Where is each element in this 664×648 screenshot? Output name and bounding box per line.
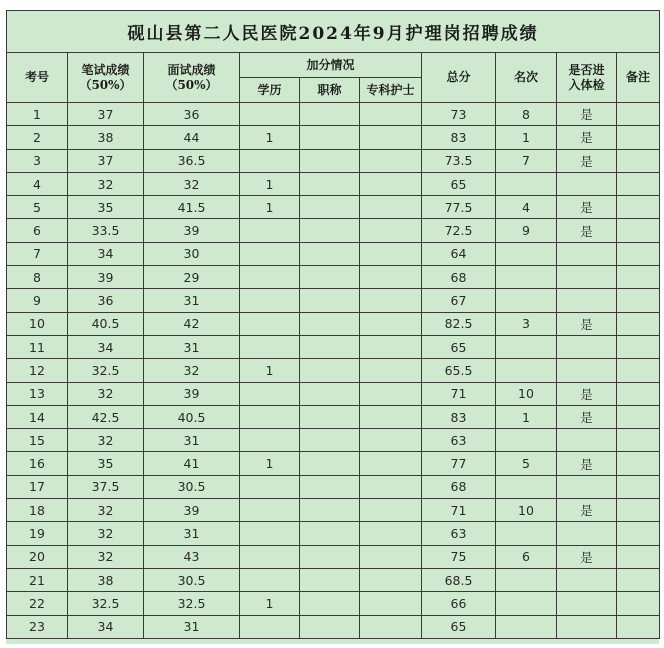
- cell-written: 32: [68, 522, 144, 545]
- cell-interview: 31: [144, 429, 240, 452]
- cell-total: 65: [422, 615, 496, 638]
- table-row: [7, 103, 660, 126]
- table-row: [7, 615, 660, 638]
- cell-total: 63: [422, 429, 496, 452]
- cell-bonus-edu: [240, 312, 300, 335]
- cell-remark: [617, 242, 660, 265]
- cell-exam-no: 15: [7, 429, 68, 452]
- cell-bonus-edu: [240, 475, 300, 498]
- header-interview-label: 面试成绩: [167, 62, 216, 77]
- cell-written: 32: [68, 382, 144, 405]
- page-title: 砚山县第二人民医院2024年9月护理岗招聘成绩: [7, 11, 660, 53]
- cell-interview: 32: [144, 359, 240, 382]
- cell-rank: [496, 359, 557, 382]
- cell-remark: [617, 429, 660, 452]
- cell-rank: [496, 242, 557, 265]
- cell-rank: [496, 615, 557, 638]
- cell-bonus-edu: [240, 289, 300, 312]
- cell-bonus-edu: [240, 242, 300, 265]
- table-row: [7, 266, 660, 289]
- header-interview: [144, 53, 240, 103]
- cell-total: 72.5: [422, 219, 496, 242]
- cell-bonus-nurse: [360, 312, 422, 335]
- cell-physical: 是: [557, 312, 617, 335]
- cell-written: 37.5: [68, 475, 144, 498]
- cell-written: 39: [68, 266, 144, 289]
- table-row: [7, 359, 660, 382]
- cell-written: 32: [68, 499, 144, 522]
- header-bonus-nurse: 专科护士: [360, 78, 422, 103]
- header-bonus: 加分情况: [240, 53, 422, 78]
- cell-remark: [617, 196, 660, 219]
- cell-remark: [617, 335, 660, 358]
- cell-remark: [617, 522, 660, 545]
- table-row: [7, 149, 660, 172]
- table-row: [7, 335, 660, 358]
- cell-bonus-edu: [240, 429, 300, 452]
- cell-bonus-edu: [240, 335, 300, 358]
- cell-interview: 39: [144, 219, 240, 242]
- cell-bonus-edu: 1: [240, 592, 300, 615]
- cell-bonus-title: [300, 335, 360, 358]
- cell-interview: 39: [144, 499, 240, 522]
- cell-remark: [617, 266, 660, 289]
- cell-rank: 6: [496, 545, 557, 568]
- cell-total: 65: [422, 172, 496, 195]
- header-interview-pct: （50%）: [165, 77, 218, 92]
- cell-remark: [617, 499, 660, 522]
- cell-exam-no: 11: [7, 335, 68, 358]
- cell-physical: 是: [557, 196, 617, 219]
- header-written-pct: （50%）: [79, 77, 132, 92]
- cell-written: 32.5: [68, 592, 144, 615]
- cell-rank: [496, 289, 557, 312]
- score-table: [6, 10, 660, 639]
- cell-interview: 41.5: [144, 196, 240, 219]
- cell-remark: [617, 405, 660, 428]
- cell-interview: 32: [144, 172, 240, 195]
- table-row: [7, 499, 660, 522]
- cell-physical: [557, 335, 617, 358]
- cell-written: 38: [68, 126, 144, 149]
- cell-bonus-title: [300, 452, 360, 475]
- cell-rank: [496, 568, 557, 591]
- cell-bonus-title: [300, 219, 360, 242]
- cell-physical: [557, 289, 617, 312]
- cell-bonus-edu: [240, 522, 300, 545]
- cell-bonus-nurse: [360, 359, 422, 382]
- cell-physical: [557, 475, 617, 498]
- table-row: [7, 429, 660, 452]
- cell-interview: 30.5: [144, 568, 240, 591]
- cell-bonus-title: [300, 289, 360, 312]
- cell-bonus-nurse: [360, 405, 422, 428]
- table-row: [7, 452, 660, 475]
- cell-bonus-edu: [240, 266, 300, 289]
- cell-bonus-title: [300, 196, 360, 219]
- cell-rank: 9: [496, 219, 557, 242]
- cell-physical: 是: [557, 405, 617, 428]
- cell-bonus-nurse: [360, 289, 422, 312]
- cell-remark: [617, 592, 660, 615]
- cell-rank: 7: [496, 149, 557, 172]
- cell-total: 77.5: [422, 196, 496, 219]
- cell-interview: 44: [144, 126, 240, 149]
- cell-physical: [557, 242, 617, 265]
- cell-remark: [617, 312, 660, 335]
- cell-remark: [617, 126, 660, 149]
- cell-bonus-nurse: [360, 103, 422, 126]
- cell-physical: 是: [557, 545, 617, 568]
- cell-total: 82.5: [422, 312, 496, 335]
- cell-bonus-nurse: [360, 126, 422, 149]
- cell-written: 40.5: [68, 312, 144, 335]
- table-row: [7, 312, 660, 335]
- cell-exam-no: 14: [7, 405, 68, 428]
- cell-written: 35: [68, 452, 144, 475]
- cell-remark: [617, 219, 660, 242]
- cell-rank: [496, 429, 557, 452]
- cell-interview: 29: [144, 266, 240, 289]
- cell-exam-no: 20: [7, 545, 68, 568]
- header-written: [68, 53, 144, 103]
- cell-total: 71: [422, 382, 496, 405]
- cell-remark: [617, 103, 660, 126]
- cell-written: 37: [68, 149, 144, 172]
- cell-interview: 30.5: [144, 475, 240, 498]
- cell-rank: 10: [496, 382, 557, 405]
- cell-remark: [617, 289, 660, 312]
- header-bonus-title: 职称: [300, 78, 360, 103]
- cell-total: 71: [422, 499, 496, 522]
- cell-exam-no: 6: [7, 219, 68, 242]
- cell-rank: 5: [496, 452, 557, 475]
- table-row: [7, 289, 660, 312]
- cell-total: 83: [422, 126, 496, 149]
- cell-bonus-nurse: [360, 219, 422, 242]
- cell-remark: [617, 359, 660, 382]
- cell-interview: 36.5: [144, 149, 240, 172]
- cell-bonus-nurse: [360, 499, 422, 522]
- cell-written: 34: [68, 242, 144, 265]
- cell-bonus-nurse: [360, 522, 422, 545]
- cell-exam-no: 9: [7, 289, 68, 312]
- cell-bonus-title: [300, 522, 360, 545]
- cell-rank: [496, 172, 557, 195]
- cell-exam-no: 19: [7, 522, 68, 545]
- cell-rank: [496, 522, 557, 545]
- cell-bonus-edu: 1: [240, 359, 300, 382]
- cell-bonus-edu: [240, 382, 300, 405]
- cell-bonus-nurse: [360, 266, 422, 289]
- cell-interview: 31: [144, 289, 240, 312]
- cell-bonus-edu: [240, 149, 300, 172]
- cell-physical: [557, 568, 617, 591]
- cell-physical: 是: [557, 499, 617, 522]
- cell-interview: 39: [144, 382, 240, 405]
- cell-bonus-nurse: [360, 475, 422, 498]
- cell-bonus-edu: [240, 103, 300, 126]
- table-row: [7, 568, 660, 591]
- cell-physical: 是: [557, 103, 617, 126]
- cell-remark: [617, 615, 660, 638]
- cell-written: 36: [68, 289, 144, 312]
- table-row: [7, 196, 660, 219]
- cell-physical: [557, 266, 617, 289]
- cell-exam-no: 5: [7, 196, 68, 219]
- cell-interview: 31: [144, 335, 240, 358]
- cell-exam-no: 10: [7, 312, 68, 335]
- cell-total: 68: [422, 475, 496, 498]
- cell-bonus-edu: [240, 615, 300, 638]
- header-rank: 名次: [496, 53, 557, 103]
- cell-interview: 41: [144, 452, 240, 475]
- cell-bonus-edu: [240, 568, 300, 591]
- cell-remark: [617, 382, 660, 405]
- cell-bonus-title: [300, 405, 360, 428]
- cell-total: 83: [422, 405, 496, 428]
- table-row: [7, 592, 660, 615]
- cell-bonus-edu: 1: [240, 196, 300, 219]
- header-total: 总分: [422, 53, 496, 103]
- header-bonus-edu: 学历: [240, 78, 300, 103]
- cell-rank: [496, 592, 557, 615]
- cell-total: 77: [422, 452, 496, 475]
- cell-physical: [557, 522, 617, 545]
- cell-physical: [557, 429, 617, 452]
- cell-interview: 43: [144, 545, 240, 568]
- cell-remark: [617, 452, 660, 475]
- cell-total: 73: [422, 103, 496, 126]
- cell-exam-no: 7: [7, 242, 68, 265]
- cell-exam-no: 12: [7, 359, 68, 382]
- cell-bonus-edu: [240, 545, 300, 568]
- cell-physical: [557, 172, 617, 195]
- cell-total: 65.5: [422, 359, 496, 382]
- cell-bonus-nurse: [360, 568, 422, 591]
- table-row: [7, 522, 660, 545]
- header-remark: 备注: [617, 53, 660, 103]
- cell-exam-no: 4: [7, 172, 68, 195]
- cell-interview: 30: [144, 242, 240, 265]
- cell-bonus-title: [300, 312, 360, 335]
- table-row: [7, 126, 660, 149]
- cell-bonus-nurse: [360, 149, 422, 172]
- cell-physical: 是: [557, 149, 617, 172]
- table-row: [7, 475, 660, 498]
- cell-remark: [617, 149, 660, 172]
- table-row: [7, 405, 660, 428]
- cell-bonus-nurse: [360, 335, 422, 358]
- cell-rank: [496, 335, 557, 358]
- cell-bonus-nurse: [360, 429, 422, 452]
- cell-exam-no: 18: [7, 499, 68, 522]
- cell-written: 32: [68, 429, 144, 452]
- cell-written: 32.5: [68, 359, 144, 382]
- cell-rank: [496, 475, 557, 498]
- cell-written: 32: [68, 172, 144, 195]
- cell-bonus-edu: [240, 219, 300, 242]
- cell-bonus-nurse: [360, 592, 422, 615]
- cell-bonus-edu: 1: [240, 452, 300, 475]
- cell-total: 66: [422, 592, 496, 615]
- cell-rank: 1: [496, 126, 557, 149]
- cell-remark: [617, 172, 660, 195]
- cell-written: 35: [68, 196, 144, 219]
- cell-exam-no: 22: [7, 592, 68, 615]
- cell-exam-no: 2: [7, 126, 68, 149]
- cell-written: 38: [68, 568, 144, 591]
- table-row: [7, 242, 660, 265]
- cell-rank: 10: [496, 499, 557, 522]
- cell-bonus-title: [300, 429, 360, 452]
- cell-physical: 是: [557, 219, 617, 242]
- cell-total: 63: [422, 522, 496, 545]
- cell-physical: [557, 592, 617, 615]
- cell-remark: [617, 545, 660, 568]
- cell-exam-no: 21: [7, 568, 68, 591]
- cell-interview: 31: [144, 615, 240, 638]
- cell-exam-no: 13: [7, 382, 68, 405]
- cell-exam-no: 17: [7, 475, 68, 498]
- header-physical-line2: 入体检: [568, 77, 605, 92]
- header-physical-line1: 是否进: [568, 62, 605, 77]
- cell-rank: 4: [496, 196, 557, 219]
- cell-bonus-title: [300, 475, 360, 498]
- cell-bonus-title: [300, 172, 360, 195]
- cell-bonus-title: [300, 499, 360, 522]
- cell-rank: [496, 266, 557, 289]
- cell-bonus-edu: 1: [240, 126, 300, 149]
- cell-bonus-nurse: [360, 242, 422, 265]
- cell-remark: [617, 568, 660, 591]
- cell-exam-no: 8: [7, 266, 68, 289]
- cell-exam-no: 16: [7, 452, 68, 475]
- cell-physical: 是: [557, 126, 617, 149]
- cell-total: 68.5: [422, 568, 496, 591]
- cell-total: 75: [422, 545, 496, 568]
- cell-written: 37: [68, 103, 144, 126]
- cell-total: 68: [422, 266, 496, 289]
- header-exam-no: 考号: [7, 53, 68, 103]
- cell-rank: 1: [496, 405, 557, 428]
- cell-total: 73.5: [422, 149, 496, 172]
- score-sheet: [6, 10, 659, 644]
- cell-bonus-title: [300, 266, 360, 289]
- cell-bonus-title: [300, 545, 360, 568]
- table-row: [7, 382, 660, 405]
- cell-exam-no: 23: [7, 615, 68, 638]
- cell-exam-no: 1: [7, 103, 68, 126]
- cell-bonus-nurse: [360, 452, 422, 475]
- table-body: [7, 103, 660, 639]
- cell-bonus-title: [300, 242, 360, 265]
- cell-total: 64: [422, 242, 496, 265]
- cell-total: 65: [422, 335, 496, 358]
- cell-bonus-title: [300, 149, 360, 172]
- cell-bonus-nurse: [360, 172, 422, 195]
- cell-physical: 是: [557, 452, 617, 475]
- cell-interview: 31: [144, 522, 240, 545]
- cell-total: 67: [422, 289, 496, 312]
- cell-bonus-edu: 1: [240, 172, 300, 195]
- cell-interview: 36: [144, 103, 240, 126]
- cell-bonus-title: [300, 568, 360, 591]
- cell-bonus-edu: [240, 499, 300, 522]
- cell-bonus-nurse: [360, 382, 422, 405]
- cell-written: 42.5: [68, 405, 144, 428]
- cell-rank: 3: [496, 312, 557, 335]
- cell-interview: 40.5: [144, 405, 240, 428]
- cell-bonus-title: [300, 382, 360, 405]
- cell-bonus-title: [300, 359, 360, 382]
- cell-bonus-nurse: [360, 545, 422, 568]
- table-row: [7, 172, 660, 195]
- cell-physical: [557, 359, 617, 382]
- cell-written: 34: [68, 335, 144, 358]
- header-written-label: 笔试成绩: [81, 62, 130, 77]
- cell-bonus-title: [300, 592, 360, 615]
- cell-written: 34: [68, 615, 144, 638]
- cell-bonus-title: [300, 103, 360, 126]
- cell-exam-no: 3: [7, 149, 68, 172]
- cell-physical: 是: [557, 382, 617, 405]
- cell-written: 33.5: [68, 219, 144, 242]
- cell-bonus-nurse: [360, 615, 422, 638]
- cell-remark: [617, 475, 660, 498]
- cell-bonus-title: [300, 126, 360, 149]
- cell-physical: [557, 615, 617, 638]
- cell-bonus-nurse: [360, 196, 422, 219]
- cell-rank: 8: [496, 103, 557, 126]
- cell-bonus-title: [300, 615, 360, 638]
- cell-bonus-edu: [240, 405, 300, 428]
- cell-interview: 42: [144, 312, 240, 335]
- cell-written: 32: [68, 545, 144, 568]
- table-row: [7, 545, 660, 568]
- cell-interview: 32.5: [144, 592, 240, 615]
- header-physical: [557, 53, 617, 103]
- table-row: [7, 219, 660, 242]
